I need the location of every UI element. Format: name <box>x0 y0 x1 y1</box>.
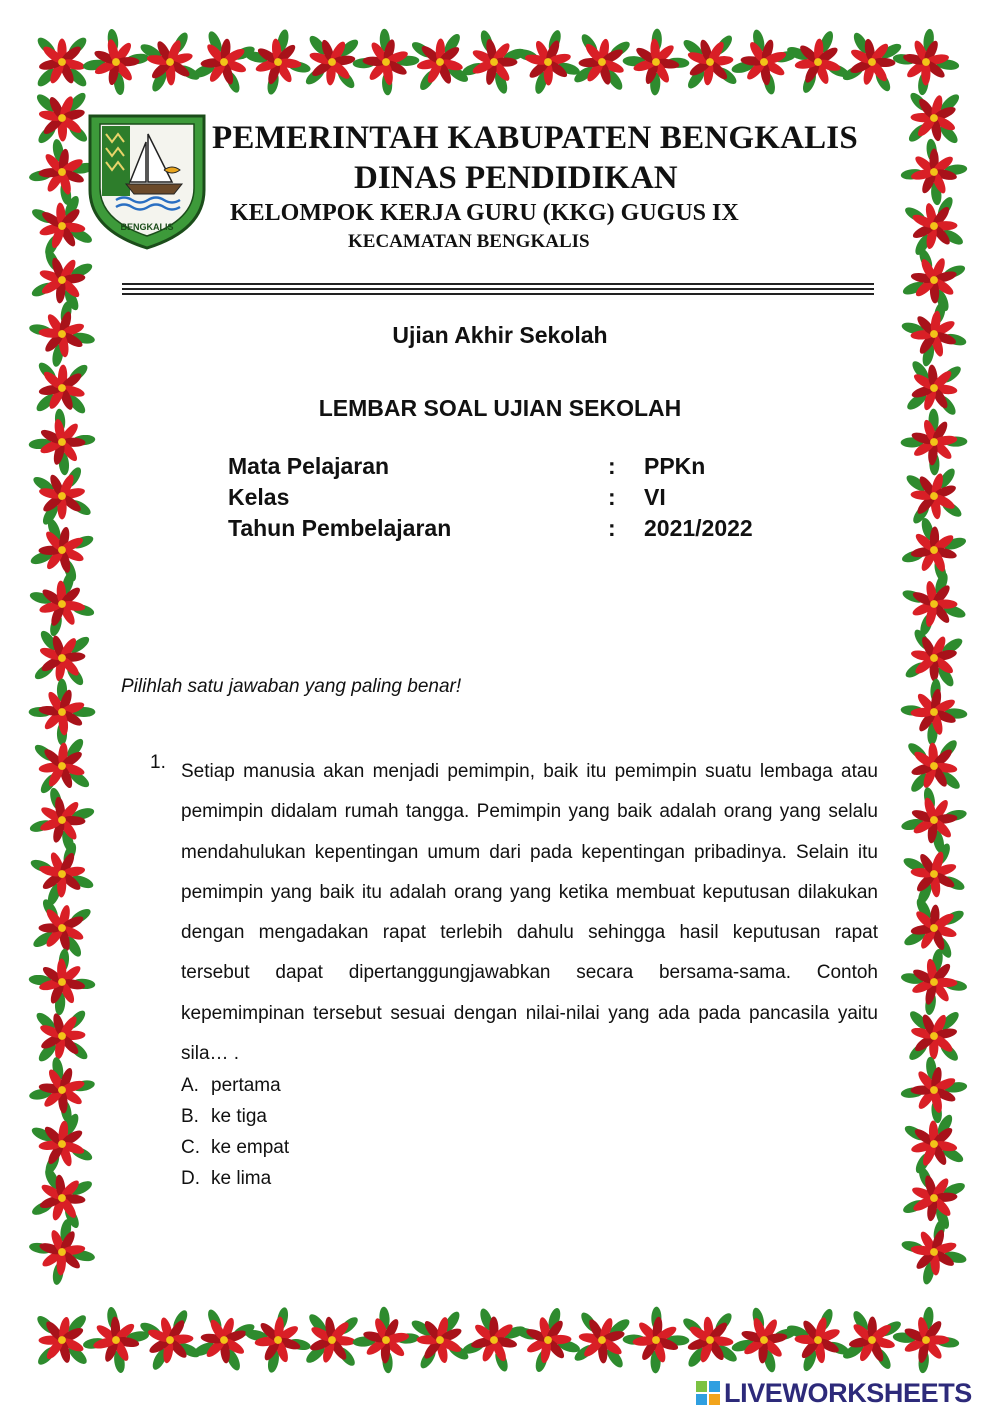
poinsettia-flower <box>897 1215 972 1290</box>
poinsettia-flower <box>34 90 90 146</box>
poinsettia-flower <box>24 1214 100 1290</box>
poinsettia-flower <box>31 735 92 796</box>
poinsettia-flower <box>906 1008 961 1063</box>
poinsettia-flower <box>782 1304 853 1375</box>
poinsettia-flower <box>618 24 695 101</box>
poinsettia-flower <box>839 29 906 96</box>
watermark-text: LIVEWORKSHEETS <box>724 1377 972 1408</box>
poinsettia-flower <box>26 838 98 910</box>
option-text: ke lima <box>211 1168 272 1189</box>
poinsettia-flower <box>34 1312 89 1367</box>
info-value: 2021/2022 <box>644 515 753 541</box>
poinsettia-flower <box>458 1304 530 1376</box>
poinsettia-flower <box>906 90 962 146</box>
poinsettia-flower <box>896 134 972 210</box>
poinsettia-flower <box>408 1308 472 1372</box>
poinsettia-flower <box>348 1302 425 1379</box>
option-text: ke tiga <box>211 1106 267 1127</box>
poinsettia-flower <box>189 27 259 97</box>
poinsettia-flower <box>898 244 969 315</box>
poinsettia-flower <box>240 1302 315 1377</box>
crest-text: BENGKALIS <box>120 222 174 232</box>
poinsettia-flower <box>26 514 98 586</box>
poinsettia-flower <box>905 737 963 795</box>
poinsettia-flower <box>78 1302 154 1378</box>
poinsettia-flower <box>727 1303 801 1377</box>
option-letter: B. <box>181 1106 199 1127</box>
header-group: KELOMPOK KERJA GURU (KKG) GUGUS IX <box>230 200 739 226</box>
liveworksheets-watermark <box>696 1378 972 1408</box>
poinsettia-flower <box>25 567 99 641</box>
poinsettia-flower <box>27 245 96 314</box>
poinsettia-flower <box>727 25 802 100</box>
poinsettia-flower <box>25 783 99 857</box>
poinsettia-flower <box>189 1305 259 1375</box>
option-letter: D. <box>181 1168 200 1189</box>
option-letter: C. <box>181 1137 200 1158</box>
bengkalis-crest-logo <box>86 112 208 252</box>
poinsettia-flower <box>783 27 854 98</box>
poinsettia-flower <box>511 25 584 98</box>
info-label: Tahun Pembelajaran <box>228 515 452 541</box>
poinsettia-flower <box>896 944 972 1020</box>
poinsettia-flower <box>136 1306 204 1374</box>
poinsettia-flower <box>896 674 973 751</box>
question-number: 1. <box>150 752 166 773</box>
poinsettia-flower <box>899 839 969 909</box>
poinsettia-flower <box>27 1109 96 1178</box>
info-colon: : <box>608 515 616 541</box>
liveworksheets-logo-icon <box>696 1381 720 1405</box>
header-divider <box>122 283 874 297</box>
info-value: VI <box>644 484 666 510</box>
poinsettia-flower <box>458 26 531 99</box>
poinsettia-flower <box>511 1303 584 1376</box>
poinsettia-flower <box>24 1052 99 1127</box>
poinsettia-flower <box>35 35 89 89</box>
instruction-text: Pilihlah satu jawaban yang paling benar! <box>121 676 462 697</box>
poinsettia-flower <box>680 32 740 92</box>
header-agency: DINAS PENDIDIKAN <box>354 160 678 196</box>
poinsettia-flower <box>78 24 154 100</box>
info-colon: : <box>608 484 616 510</box>
poinsettia-flower <box>24 674 101 751</box>
poinsettia-flower <box>896 1052 972 1128</box>
poinsettia-flower <box>897 513 970 586</box>
poinsettia-flower <box>901 193 967 259</box>
exam-title: Ujian Akhir Sekolah <box>392 322 608 348</box>
poinsettia-flower <box>901 1111 968 1178</box>
option-text: ke empat <box>211 1137 290 1158</box>
option-letter: A. <box>181 1075 199 1096</box>
poinsettia-flower <box>241 25 316 100</box>
poinsettia-flower <box>900 894 968 962</box>
poinsettia-flower <box>303 1311 361 1369</box>
poinsettia-flower <box>888 1302 964 1378</box>
poinsettia-flower <box>348 24 425 101</box>
poinsettia-flower <box>28 1164 96 1232</box>
header-district: KECAMATAN BENGKALIS <box>348 231 590 252</box>
info-label: Kelas <box>228 484 290 510</box>
info-colon: : <box>608 453 616 479</box>
info-label: Mata Pelajaran <box>228 453 390 479</box>
question-text: Setiap manusia akan menjadi pemimpin, baik itu pemimpin suatu lembaga atau pemimpin didalam rumah tangga. Pemimpin yang baik adalah orang yang selalu mendahulukan kepentingan umum dari pada kepentingan pribadinya. Selain itu pemimpin yang baik itu adalah orang yang ketika membuat keputusan dilakukan dengan mengadakan rapat terlebih dahulu sehingga hasil keputusan rapat tersebut dapat dipertanggungjawabkan secara bersama-sama. Contoh kepemimpinan tersebut sesuai dengan nilai-nilai yang ada pada pancasila yaitu sila… . <box>181 761 878 1065</box>
poinsettia-flower <box>303 33 362 92</box>
poinsettia-flower <box>888 24 964 100</box>
info-value: PPKn <box>644 453 706 479</box>
header-government: PEMERINTAH KABUPATEN BENGKALIS <box>212 120 858 156</box>
option-text: pertama <box>211 1075 281 1096</box>
poinsettia-flower <box>896 782 971 857</box>
sheet-title: LEMBAR SOAL UJIAN SEKOLAH <box>318 395 682 421</box>
poinsettia-flower <box>618 1302 695 1379</box>
poinsettia-flower <box>136 28 203 95</box>
poinsettia-flower <box>899 1163 970 1234</box>
poinsettia-flower <box>839 1307 905 1373</box>
poinsettia-flower <box>24 944 101 1021</box>
poinsettia-flower <box>898 568 970 640</box>
poinsettia-flower <box>33 1007 90 1064</box>
